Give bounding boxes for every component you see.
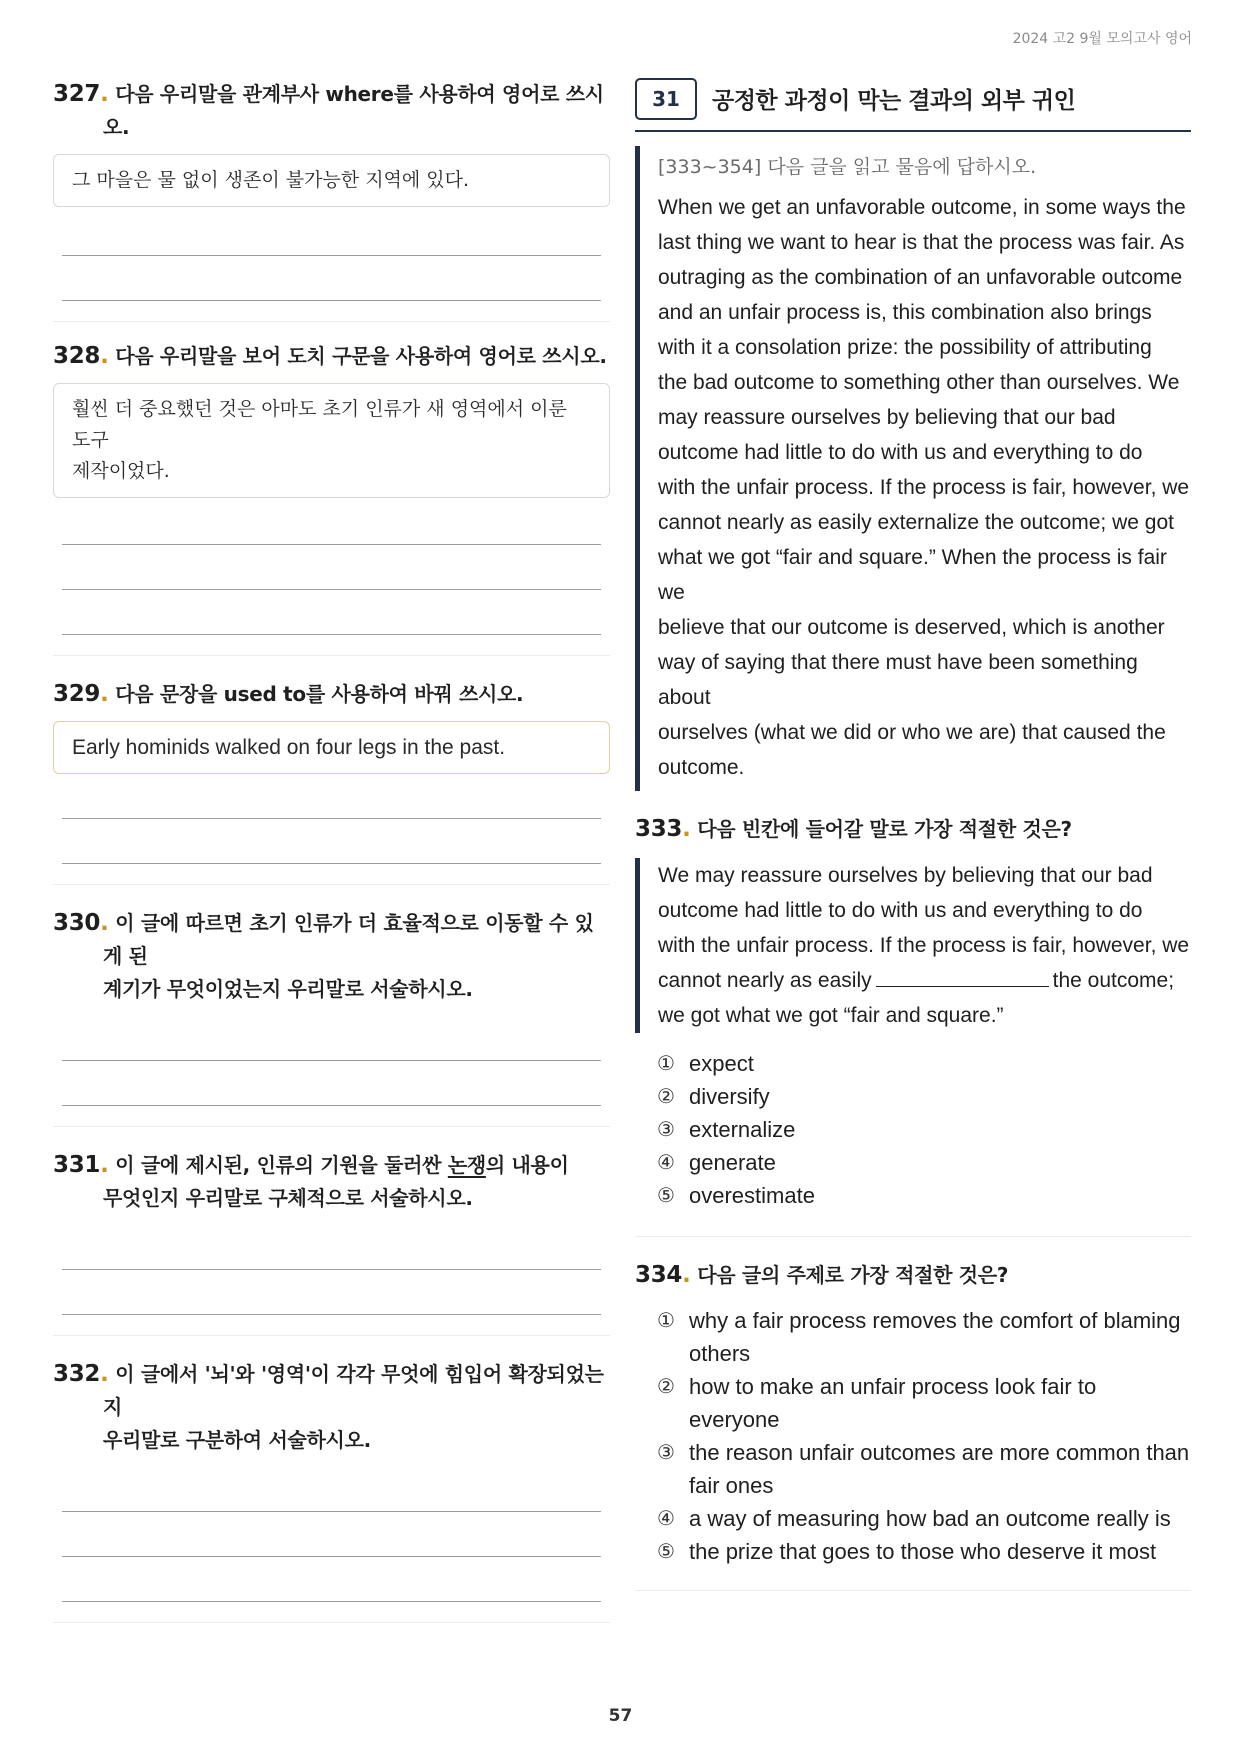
- question-334: [635, 1259, 1191, 1591]
- passage-line: outcome had little to do with us and everything to do: [658, 441, 1143, 464]
- prompt-line: 훨씬 더 중요했던 것은 아마도 초기 인류가 새 영역에서 이룬 도구: [72, 398, 567, 451]
- question-text: 다음 빈칸에 들어갈 말로 가장 적절한 것은?: [697, 817, 1072, 841]
- underlined-word: 논쟁: [447, 1153, 486, 1177]
- question-text: 계기가 무엇이었는지 우리말로 서술하시오.: [103, 977, 473, 1001]
- choice-text: externalize: [689, 1117, 796, 1142]
- divider: [635, 1236, 1191, 1237]
- choice-marker: ②: [657, 1374, 675, 1398]
- excerpt-line: we got what we got “fair and square.”: [658, 1004, 1004, 1027]
- passage-line: last thing we want to hear is that the process was fair. As: [658, 231, 1185, 254]
- choice-marker: ②: [657, 1084, 675, 1108]
- passage-line: with the unfair process. If the process is fair, however, we: [658, 476, 1190, 499]
- answer-choice[interactable]: [657, 1080, 1191, 1113]
- answer-choice[interactable]: [657, 1047, 1191, 1080]
- question-number: 331: [53, 1152, 101, 1178]
- divider: [53, 321, 610, 322]
- choice-marker: ④: [657, 1506, 675, 1530]
- question-text: 다음 우리말을 보어 도치 구문을 사용하여 영어로 쓰시오.: [115, 344, 607, 368]
- question-title: 329. 다음 문장을 used to를 사용하여 바꿔 쓰시오.: [53, 681, 524, 707]
- question-332: [53, 1358, 610, 1623]
- answer-choice[interactable]: [657, 1113, 1191, 1146]
- right-column: [635, 78, 1191, 1591]
- question-title: 327. 다음 우리말을 관계부사 where를 사용하여 영어로 쓰시오.: [53, 81, 604, 139]
- choice-marker: ④: [657, 1150, 675, 1174]
- passage-line: cannot nearly as easily externalize the outcome; we got: [658, 511, 1174, 534]
- choice-text: overestimate: [689, 1183, 815, 1208]
- passage-line: the bad outcome to something other than ourselves. We: [658, 371, 1180, 394]
- excerpt-line: We may reassure ourselves by believing that our bad: [658, 864, 1153, 887]
- answer-choice[interactable]: [657, 1535, 1191, 1568]
- passage-line: outcome.: [658, 756, 745, 779]
- prompt-line: 제작이었다.: [72, 460, 170, 482]
- choice-text: diversify: [689, 1084, 770, 1109]
- passage-instruction: [333~354] 다음 글을 읽고 물음에 답하시오.: [658, 156, 1037, 178]
- answer-choice[interactable]: [657, 1502, 1191, 1535]
- excerpt-box: [635, 858, 1191, 1033]
- divider: [53, 1126, 610, 1127]
- question-title: 332. 이 글에서 '뇌'와 '영역'이 각각 무엇에 힘입어 확장되었는지 우리말로 구분하여 서술하시오.: [53, 1361, 604, 1452]
- excerpt-line: outcome had little to do with us and everything to do: [658, 899, 1143, 922]
- passage-line: may reassure ourselves by believing that our bad: [658, 406, 1116, 429]
- passage-text: [658, 190, 1191, 785]
- excerpt-line: [658, 963, 1191, 998]
- question-330: [53, 907, 610, 1127]
- excerpt-text: the outcome;: [1052, 969, 1175, 992]
- question-number: 327: [53, 81, 101, 107]
- passage-line: When we get an unfavorable outcome, in some ways the: [658, 196, 1186, 219]
- question-number: 329: [53, 681, 101, 707]
- question-328: [53, 340, 610, 656]
- prompt-box: 그 마을은 물 없이 생존이 불가능한 지역에 있다.: [53, 154, 610, 207]
- choice-text: why a fair process removes the comfort of blaming others: [689, 1308, 1181, 1366]
- answer-choice[interactable]: [657, 1179, 1191, 1212]
- question-number: 328: [53, 343, 101, 369]
- question-number: 332: [53, 1361, 101, 1387]
- question-number: 334: [635, 1262, 683, 1288]
- choice-text: how to make an unfair process look fair to everyone: [689, 1374, 1097, 1432]
- question-331: [53, 1149, 610, 1336]
- question-number: 330: [53, 910, 101, 936]
- answer-choices: [635, 1304, 1191, 1568]
- passage-line: with it a consolation prize: the possibility of attributing: [658, 336, 1152, 359]
- question-327: [53, 78, 610, 322]
- prompt-box: Early hominids walked on four legs in the past.: [53, 721, 610, 774]
- question-title: 331. 이 글에 제시된, 인류의 기원을 둘러싼 논쟁의 내용이 무엇인지 우리말로 구체적으로 서술하시오.: [53, 1152, 569, 1210]
- section-header: [635, 78, 1191, 132]
- question-text: 우리말로 구분하여 서술하시오.: [103, 1428, 371, 1452]
- choice-text: expect: [689, 1051, 754, 1076]
- passage-line: outraging as the combination of an unfavorable outcome: [658, 266, 1183, 289]
- header-note: 2024 고2 9월 모의고사 영어: [1012, 31, 1192, 47]
- left-column: [53, 78, 610, 1623]
- divider: [53, 1335, 610, 1336]
- prompt-box: [53, 383, 610, 498]
- choice-marker: ⑤: [657, 1183, 675, 1207]
- answer-choice[interactable]: [657, 1146, 1191, 1179]
- question-title: 330. 이 글에 따르면 초기 인류가 더 효율적으로 이동할 수 있게 된 계기가 무엇이었는지 우리말로 서술하시오.: [53, 910, 594, 1001]
- divider: [53, 1622, 610, 1623]
- section-number-badge: 31: [635, 78, 697, 120]
- question-text: 이 글에 따르면 초기 인류가 더 효율적으로 이동할 수 있게 된: [103, 911, 594, 968]
- choice-text: generate: [689, 1150, 776, 1175]
- divider: [635, 1590, 1191, 1591]
- choice-marker: ①: [657, 1051, 675, 1075]
- reading-passage: [635, 146, 1191, 791]
- choice-marker: ③: [657, 1440, 675, 1464]
- question-text: 다음 글의 주제로 가장 적절한 것은?: [697, 1263, 1009, 1287]
- page-number: 57: [608, 1706, 633, 1726]
- question-333: [635, 813, 1191, 1237]
- passage-line: way of saying that there must have been something about: [658, 651, 1138, 709]
- passage-line: believe that our outcome is deserved, which is another: [658, 616, 1165, 639]
- answer-choice[interactable]: [657, 1436, 1191, 1502]
- divider: [53, 655, 610, 656]
- passage-line: what we got “fair and square.” When the process is fair we: [658, 546, 1167, 604]
- divider: [53, 884, 610, 885]
- choice-text: the reason unfair outcomes are more common than fair ones: [689, 1440, 1190, 1498]
- choice-text: a way of measuring how bad an outcome really is: [689, 1506, 1171, 1531]
- passage-line: and an unfair process is, this combination also brings: [658, 301, 1152, 324]
- choice-marker: ⑤: [657, 1539, 675, 1563]
- answer-blank[interactable]: [876, 967, 1049, 987]
- answer-choice[interactable]: [657, 1370, 1191, 1436]
- passage-line: ourselves (what we did or who we are) that caused the: [658, 721, 1166, 744]
- question-text: 의 내용이: [485, 1153, 569, 1177]
- answer-choice[interactable]: [657, 1304, 1191, 1370]
- question-title: 328. 다음 우리말을 보어 도치 구문을 사용하여 영어로 쓰시오.: [53, 343, 607, 369]
- question-text: 이 글에 제시된, 인류의 기원을 둘러싼: [115, 1153, 448, 1177]
- question-title: 334. 다음 글의 주제로 가장 적절한 것은?: [635, 1262, 1009, 1288]
- excerpt-line: with the unfair process. If the process is fair, however, we: [658, 934, 1190, 957]
- question-text: 이 글에서 '뇌'와 '영역'이 각각 무엇에 힘입어 확장되었는지: [103, 1362, 604, 1419]
- question-text: 무엇인지 우리말로 구체적으로 서술하시오.: [103, 1186, 473, 1210]
- choice-marker: ①: [657, 1308, 675, 1332]
- question-text: 다음 우리말을 관계부사 where를 사용하여 영어로 쓰시오.: [103, 82, 604, 139]
- choice-text: the prize that goes to those who deserve it most: [689, 1539, 1157, 1564]
- question-title: 333. 다음 빈칸에 들어갈 말로 가장 적절한 것은?: [635, 816, 1072, 842]
- question-text: 다음 문장을 used to를 사용하여 바꿔 쓰시오.: [115, 682, 524, 706]
- question-329: [53, 678, 610, 885]
- section-title: 공정한 과정이 막는 결과의 외부 귀인: [712, 88, 1076, 114]
- question-number: 333: [635, 816, 683, 842]
- excerpt-text: cannot nearly as easily: [658, 969, 872, 992]
- choice-marker: ③: [657, 1117, 675, 1141]
- answer-choices: [635, 1047, 1191, 1212]
